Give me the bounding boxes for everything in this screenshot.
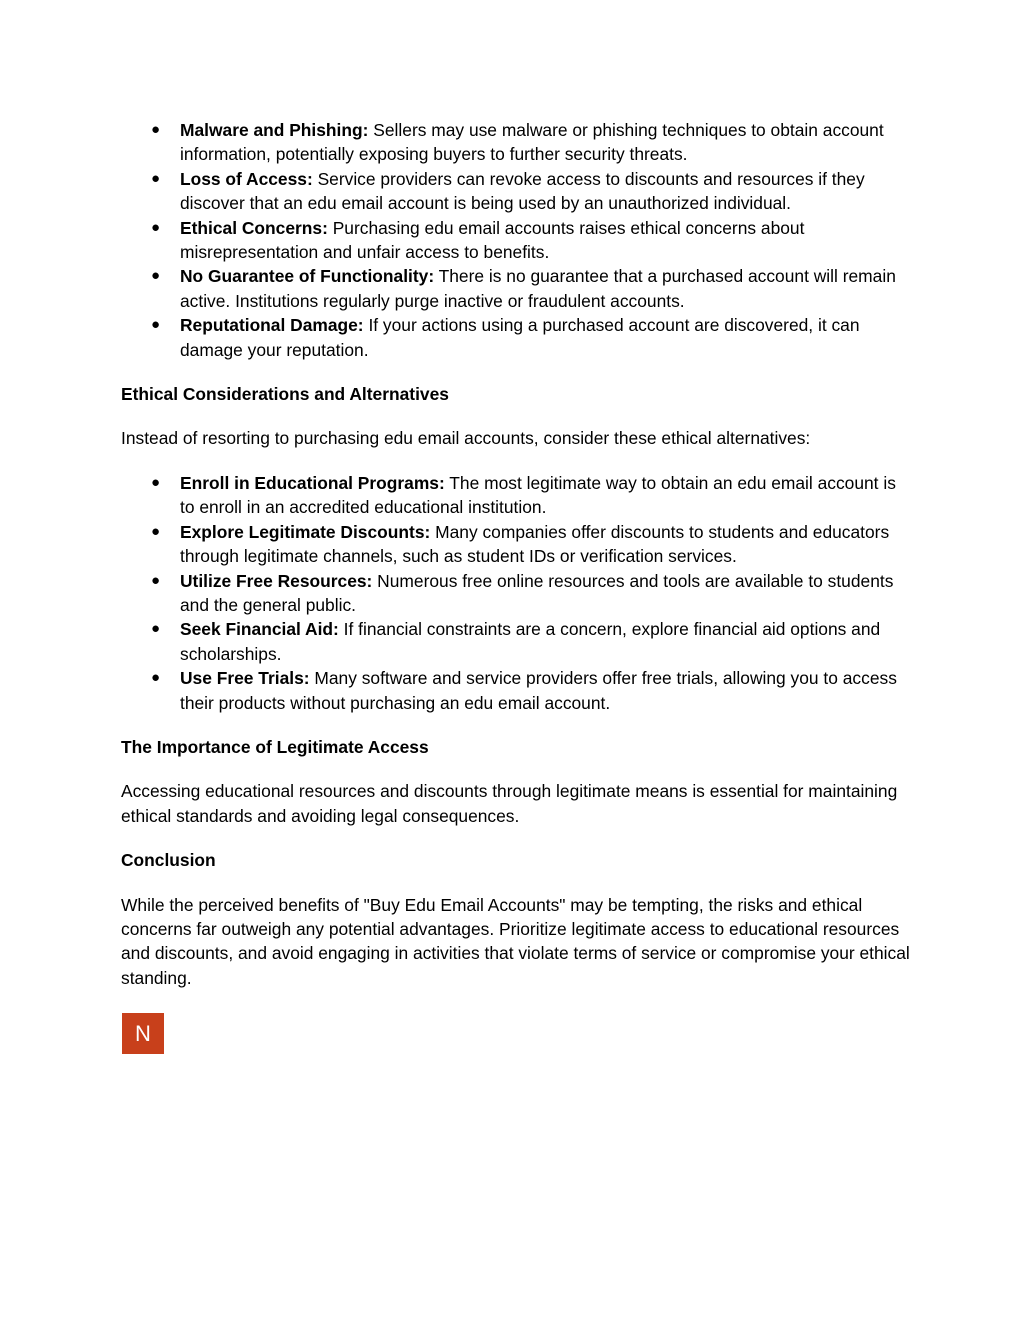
list-item-text: There is no guarantee that a purchased account will remain active. Institutions regularly purge inactive or fraudulent accounts. — [180, 266, 896, 311]
list-item — [121, 666, 911, 715]
bullet-icon: ● — [151, 669, 161, 687]
list-item-term: No Guarantee of Functionality: — [180, 266, 435, 287]
list-item — [121, 569, 911, 618]
list-item-term: Malware and Phishing: — [180, 120, 369, 140]
list-item-text: The most legitimate way to obtain an edu email account is to enroll in an accredited educational institution. — [180, 472, 896, 518]
list-item-term: Utilize Free Resources: — [180, 570, 373, 591]
list-item-term: Ethical Concerns: — [180, 217, 328, 238]
bullet-icon: ● — [151, 316, 161, 334]
ethics-intro: Instead of resorting to purchasing edu email accounts, consider these ethical alternatives: — [121, 428, 811, 449]
list-item-text: Many companies offer discounts to students and educators through legitimate channels, such as student IDs or verification services. — [180, 521, 890, 567]
list-item-term: Enroll in Educational Programs: — [180, 472, 445, 493]
list-item — [121, 167, 911, 216]
bullet-icon: ● — [151, 218, 161, 236]
list-item — [121, 216, 911, 265]
bullet-icon: ● — [151, 169, 161, 187]
list-item — [121, 264, 911, 313]
list-item-text: Purchasing edu email accounts raises ethical concerns about misrepresentation and unfair access to benefits. — [180, 217, 805, 263]
bullet-icon: ● — [151, 571, 161, 589]
risks-list — [121, 118, 911, 362]
document-page — [121, 118, 911, 990]
list-item-term: Seek Financial Aid: — [180, 619, 339, 640]
list-item-text: Many software and service providers offer free trials, allowing you to access their products without purchasing an edu email account. — [180, 668, 897, 713]
list-item-term: Explore Legitimate Discounts: — [180, 521, 431, 542]
section-heading-ethics: Ethical Considerations and Alternatives — [121, 384, 449, 405]
list-item-text: Service providers can revoke access to discounts and resources if they discover that an edu email account is being used by an unauthorized individual. — [180, 168, 865, 214]
alternatives-list — [121, 471, 911, 715]
bullet-icon: ● — [151, 473, 161, 491]
list-item — [121, 471, 911, 520]
list-item — [121, 313, 911, 362]
bullet-icon: ● — [151, 620, 161, 638]
bullet-icon: ● — [151, 522, 161, 540]
section-heading-importance: The Importance of Legitimate Access — [121, 736, 429, 757]
list-item-term: Loss of Access: — [180, 168, 313, 189]
list-item-text: If your actions using a purchased account are discovered, it can damage your reputation. — [180, 315, 860, 360]
conclusion-paragraph: While the perceived benefits of "Buy Edu Email Accounts" may be tempting, the risks and ethical concerns far outweigh any potential advantages. Prioritize legitimate access to educational resources and discounts, and avoid engaging in activities that violate terms of service or compromise your ethical standing. — [121, 894, 910, 988]
bullet-icon: ● — [151, 121, 161, 138]
logo-letter: N — [135, 1021, 151, 1046]
list-item-term: Reputational Damage: — [180, 315, 364, 336]
list-item — [121, 118, 911, 167]
list-item-text: Numerous free online resources and tools are available to students and the general public. — [180, 570, 894, 615]
list-item-text: Sellers may use malware or phishing techniques to obtain account information, potentially exposing buyers to further security threats. — [180, 120, 884, 165]
list-item — [121, 520, 911, 569]
importance-paragraph: Accessing educational resources and discounts through legitimate means is essential for maintaining ethical standards and avoiding legal consequences. — [121, 781, 898, 826]
list-item-text: If financial constraints are a concern, explore financial aid options and scholarships. — [180, 619, 881, 664]
logo-icon — [122, 1013, 164, 1054]
bullet-icon: ● — [151, 267, 161, 285]
list-item-term: Use Free Trials: — [180, 668, 310, 689]
section-heading-conclusion: Conclusion — [121, 850, 216, 871]
list-item — [121, 617, 911, 666]
